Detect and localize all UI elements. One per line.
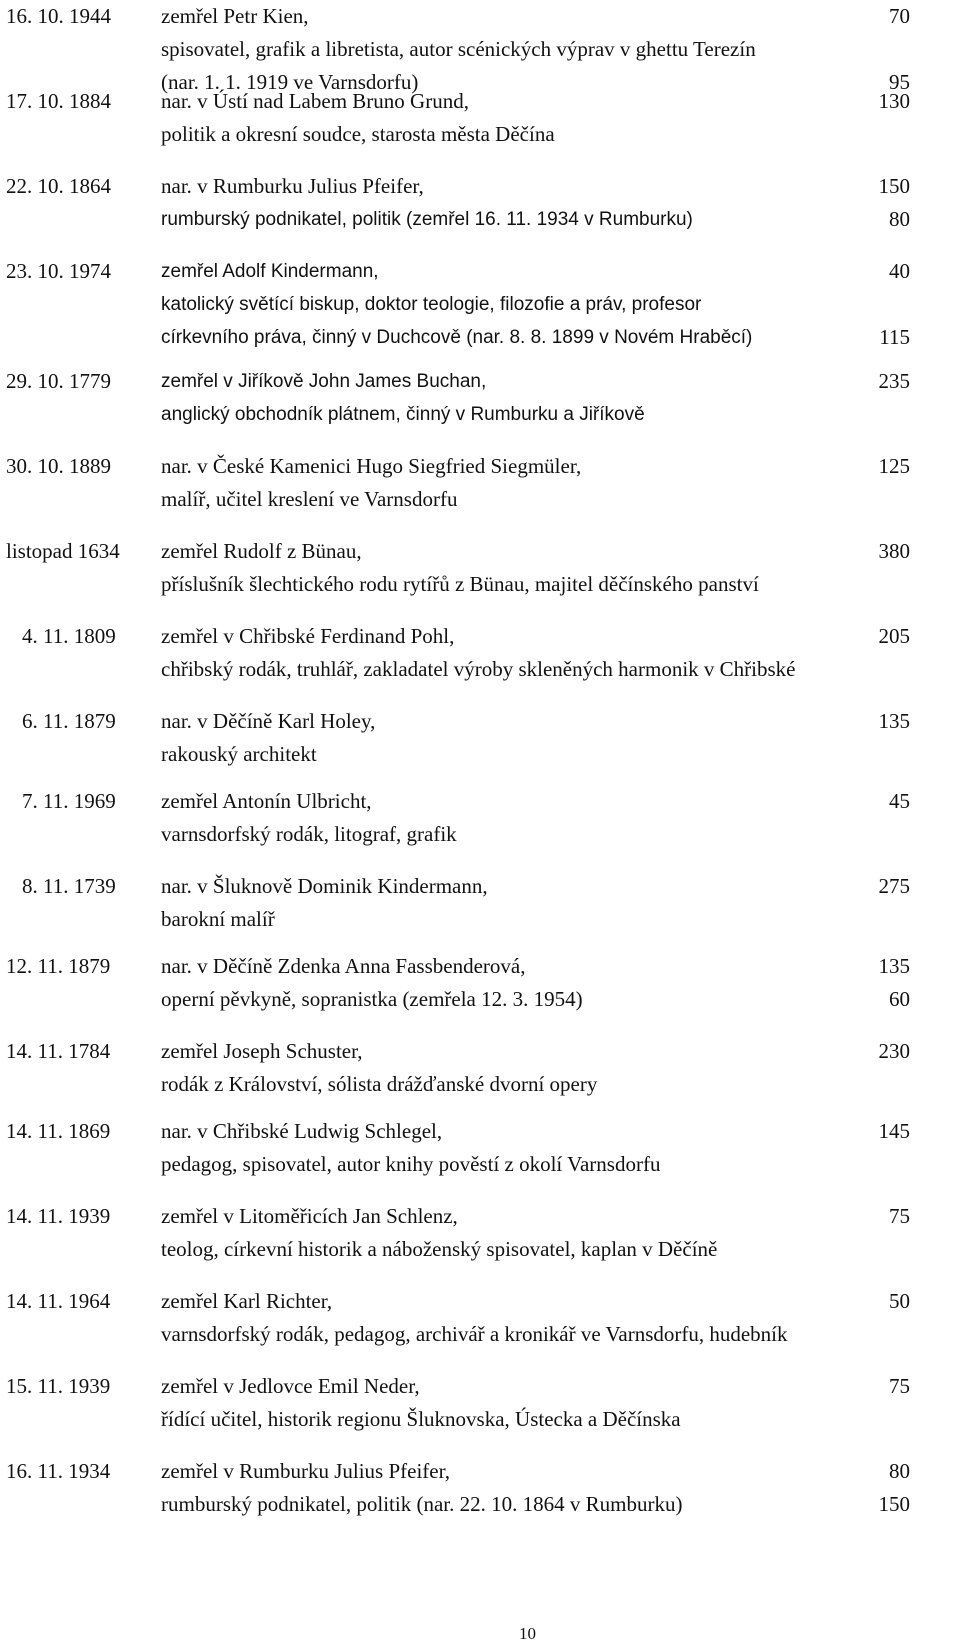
entry-line: [6, 398, 910, 431]
entry-headline: nar. v Chřibské Ludwig Schlegel,: [161, 1119, 443, 1143]
entry-line: [6, 85, 910, 118]
entry-line: [6, 483, 910, 516]
entry-line: [6, 450, 910, 483]
entry-description: pedagog, spisovatel, autor knihy pověstí z okolí Varnsdorfu: [161, 1152, 661, 1176]
entry-number: 150: [878, 174, 910, 198]
entry-headline: zemřel Adolf Kindermann,: [161, 261, 379, 282]
entry-line: [6, 705, 910, 738]
entry-date: 17. 10. 1884: [6, 89, 111, 113]
entry-description: řídící učitel, historik regionu Šluknovska, Ústecka a Děčínska: [161, 1407, 681, 1431]
entry-date: 7. 11. 1969: [22, 789, 116, 813]
entry: [6, 620, 910, 686]
entry-date: 14. 11. 1784: [6, 1039, 111, 1063]
entry: [6, 1370, 910, 1436]
entry: [6, 950, 910, 1016]
entry-number: 230: [878, 1039, 910, 1063]
entry-date: listopad 1634: [6, 539, 120, 563]
entry-line: [6, 903, 910, 936]
entry: [6, 870, 910, 936]
entry-date: 16. 10. 1944: [6, 4, 111, 28]
entry-line: [6, 785, 910, 818]
entry-headline: nar. v Děčíně Karl Holey,: [161, 709, 376, 733]
entry-description: varnsdorfský rodák, pedagog, archivář a kronikář ve Varnsdorfu, hudebník: [161, 1322, 788, 1346]
entry-line: [6, 365, 910, 398]
entry-line: [6, 1285, 910, 1318]
entry: [6, 450, 910, 516]
entry-number: 80: [889, 1459, 910, 1483]
entry-line: [6, 818, 910, 851]
entry-line: [6, 1455, 910, 1488]
entry-description: teolog, církevní historik a náboženský spisovatel, kaplan v Děčíně: [161, 1237, 718, 1261]
entry-description: rakouský architekt: [161, 742, 317, 766]
entry-headline: zemřel v Rumburku Julius Pfeifer,: [161, 1459, 451, 1483]
entry-line: [6, 118, 910, 151]
entry-number: 45: [889, 789, 910, 813]
entry-number: 205: [878, 624, 910, 648]
entry-date: 23. 10. 1974: [6, 259, 111, 283]
entry-line: [6, 33, 910, 66]
entry-description: operní pěvkyně, sopranistka (zemřela 12. 3. 1954): [161, 987, 583, 1011]
entry-headline: zemřel Rudolf z Bünau,: [161, 539, 362, 563]
entry: [6, 85, 910, 151]
entry-line: [6, 1488, 910, 1521]
entry: [6, 255, 910, 354]
entry-headline: nar. v Šluknově Dominik Kindermann,: [161, 874, 488, 898]
entry-date: 14. 11. 1869: [6, 1119, 111, 1143]
entry-headline: zemřel v Litoměřicích Jan Schlenz,: [161, 1204, 458, 1228]
entry-number: 80: [889, 207, 910, 231]
entry-date: 30. 10. 1889: [6, 454, 111, 478]
entry-date: 22. 10. 1864: [6, 174, 111, 198]
entry-number: 95: [889, 70, 910, 94]
entry-line: [6, 950, 910, 983]
entry: [6, 1285, 910, 1351]
entry-headline: zemřel v Jedlovce Emil Neder,: [161, 1374, 420, 1398]
entry-description: rodák z Království, sólista drážďanské dvorní opery: [161, 1072, 598, 1096]
entry-number: 50: [889, 1289, 910, 1313]
entry-description: církevního práva, činný v Duchcově (nar. 8. 8. 1899 v Novém Hraběcí): [161, 327, 753, 348]
entry-line: [6, 203, 910, 236]
entry-line: [6, 1068, 910, 1101]
entry-line: [6, 1318, 910, 1351]
entry-number: 145: [878, 1119, 910, 1143]
entry-number: 40: [889, 259, 910, 283]
entry-headline: nar. v České Kamenici Hugo Siegfried Siegmüler,: [161, 454, 582, 478]
entry-number: 130: [878, 89, 910, 113]
entry-date: 12. 11. 1879: [6, 954, 111, 978]
entry-line: [6, 870, 910, 903]
entry-headline: zemřel v Chřibské Ferdinand Pohl,: [161, 624, 455, 648]
entry-line: [6, 1148, 910, 1181]
entry-number: 75: [889, 1204, 910, 1228]
entry-line: [6, 1035, 910, 1068]
entry-date: 14. 11. 1964: [6, 1289, 111, 1313]
entry-description: barokní malíř: [161, 907, 275, 931]
entry-date: 4. 11. 1809: [22, 624, 116, 648]
entry-line: [6, 288, 910, 321]
entry-line: [6, 983, 910, 1016]
entry: [6, 1115, 910, 1181]
entry-number: 70: [889, 4, 910, 28]
entry-description: rumburský podnikatel, politik (nar. 22. 10. 1864 v Rumburku): [161, 1492, 683, 1516]
entry-line: [6, 535, 910, 568]
entry-line: [6, 1200, 910, 1233]
entry-description: politik a okresní soudce, starosta města Děčína: [161, 122, 555, 146]
entry-description: katolický světící biskup, doktor teologie, filozofie a práv, profesor: [161, 294, 702, 315]
entry-line: [6, 1115, 910, 1148]
entry-date: 16. 11. 1934: [6, 1459, 111, 1483]
entry: [6, 535, 910, 601]
entry-description: příslušník šlechtického rodu rytířů z Bünau, majitel děčínského panství: [161, 572, 759, 596]
entry-description: (nar. 1. 1. 1919 ve Varnsdorfu): [161, 70, 419, 94]
entry-number: 380: [878, 539, 910, 563]
entry: [6, 1455, 910, 1521]
entry-line: [6, 738, 910, 771]
entry-headline: zemřel Antonín Ulbricht,: [161, 789, 372, 813]
entry-number: 60: [889, 987, 910, 1011]
entry-line: [6, 321, 910, 354]
entry-date: 29. 10. 1779: [6, 369, 111, 393]
entry-line: [6, 255, 910, 288]
entry: [6, 705, 910, 771]
entry-line: [6, 620, 910, 653]
entry-description: chřibský rodák, truhlář, zakladatel výroby skleněných harmonik v Chřibské: [161, 657, 796, 681]
entry-number: 135: [878, 709, 910, 733]
entry-headline: zemřel Petr Kien,: [161, 4, 309, 28]
entry-headline: zemřel Joseph Schuster,: [161, 1039, 363, 1063]
entry: [6, 365, 910, 431]
entry-headline: zemřel Karl Richter,: [161, 1289, 333, 1313]
page-number: 10: [519, 1624, 536, 1643]
entry-number: 135: [878, 954, 910, 978]
entry-description: rumburský podnikatel, politik (zemřel 16. 11. 1934 v Rumburku): [161, 209, 693, 230]
entry-number: 275: [878, 874, 910, 898]
entry: [6, 785, 910, 851]
entry-date: 15. 11. 1939: [6, 1374, 111, 1398]
entry-headline: zemřel v Jiříkově John James Buchan,: [161, 371, 487, 392]
entry-headline: nar. v Rumburku Julius Pfeifer,: [161, 174, 424, 198]
entry-number: 75: [889, 1374, 910, 1398]
entry-headline: nar. v Ústí nad Labem Bruno Grund,: [161, 89, 469, 113]
entry-line: [6, 568, 910, 601]
entry-line: [6, 1233, 910, 1266]
entry: [6, 1200, 910, 1266]
entry-number: 115: [879, 325, 910, 349]
entry-description: anglický obchodník plátnem, činný v Rumburku a Jiříkově: [161, 404, 645, 425]
entry-line: [6, 1403, 910, 1436]
entry-number: 150: [878, 1492, 910, 1516]
entry-line: [6, 653, 910, 686]
entry-date: 8. 11. 1739: [22, 874, 116, 898]
entry-line: [6, 170, 910, 203]
entry-date: 14. 11. 1939: [6, 1204, 111, 1228]
entry-description: malíř, učitel kreslení ve Varnsdorfu: [161, 487, 458, 511]
entry-headline: nar. v Děčíně Zdenka Anna Fassbenderová,: [161, 954, 526, 978]
entry-number: 125: [878, 454, 910, 478]
entry-line: [6, 1370, 910, 1403]
entry: [6, 1035, 910, 1101]
entry-number: 235: [878, 369, 910, 393]
entry-description: spisovatel, grafik a libretista, autor scénických výprav v ghettu Terezín: [161, 37, 756, 61]
entry-date: 6. 11. 1879: [22, 709, 116, 733]
entry: [6, 170, 910, 236]
entry-description: varnsdorfský rodák, litograf, grafik: [161, 822, 457, 846]
entry-line: [6, 0, 910, 33]
